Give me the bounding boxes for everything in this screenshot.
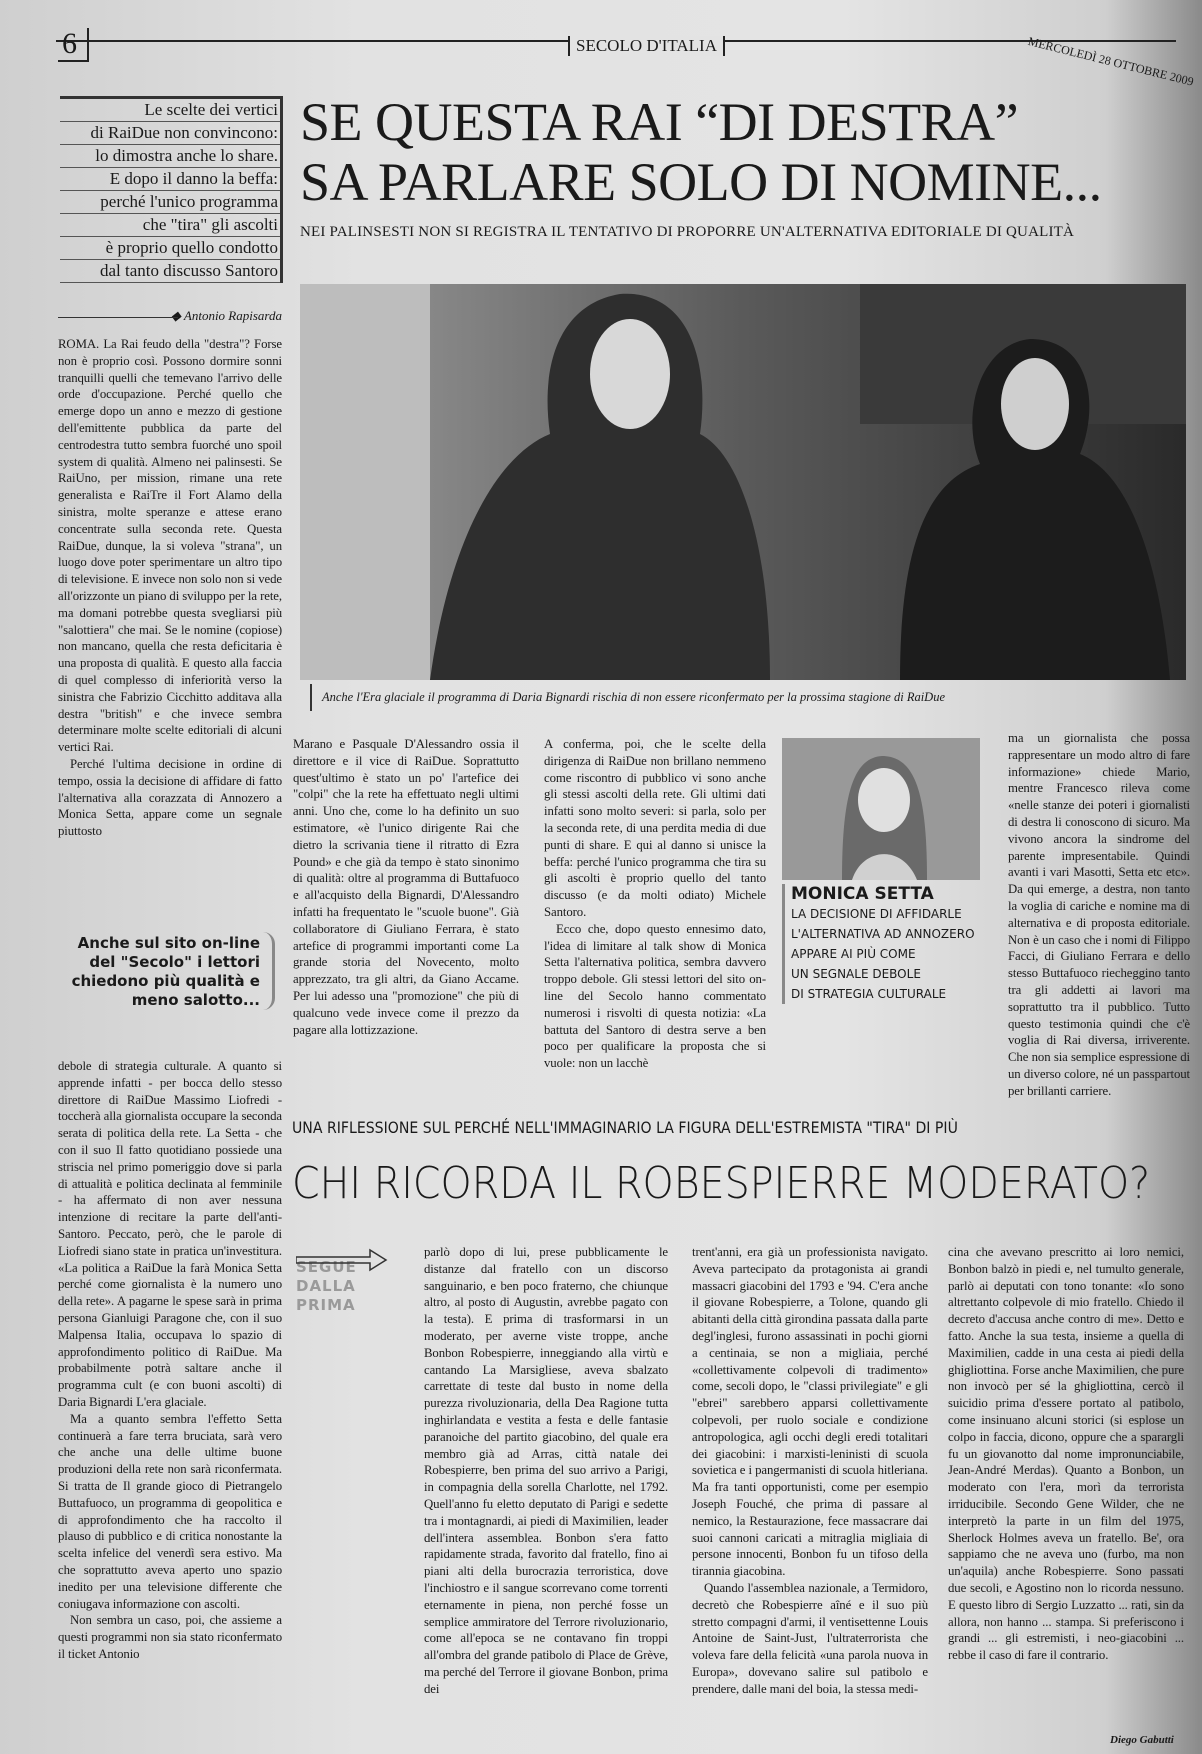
headline-line: SE QUESTA RAI “DI DESTRA”	[300, 92, 1019, 152]
summary-line: lo dimostra anche lo share.	[60, 145, 280, 168]
summary-line: dal tanto discusso Santoro	[60, 260, 280, 283]
article-column	[58, 336, 282, 840]
author-name: Antonio Rapisarda	[183, 308, 282, 323]
summary-line: di RaiDue non convincono:	[60, 122, 280, 145]
masthead: SECOLO D'ITALIA	[568, 36, 725, 56]
arrow-right-icon	[296, 1248, 388, 1272]
continued-from-front	[296, 1258, 357, 1315]
sidebar-line: LA DECISIONE DI AFFIDARLE	[791, 907, 962, 921]
summary-box	[60, 96, 283, 283]
paragraph: ma un giornalista che possa rappresentare un modo altro di fare informazione» chiede Mario, mentre Francesco rileva come «nelle stanze dei poteri i giornalisti di destra li conoscono di sicuro. Ma vivono ancora la sindrome del parente impresentabile. Quindi avanti i vari Masotti, Setta etc etc». Da qui emerge, a destra, non tanto la voglia di cariche e nomine ma di alternativa e di proposta editoriale. Non è un caso che i nomi di Filippo Facci, di Giuliano Ferrara e dello stesso Buttafuoco riecheggino tanto tra gli addetti ai lavori ma soprattutto tra il pubblico. Tutto questo testimonia quindi che c'è voglia di Rai diversa, irriverente. Che non sia semplice espressione di un diverso colore, né un passpartout per brillanti carriere.	[1008, 731, 1190, 1098]
paragraph: Non sembra un caso, poi, che assieme a questi programmi non sia stato riconfermato il ticket Antonio	[58, 1613, 282, 1661]
paragraph: debole di strategia culturale. A quanto si apprende infatti - per bocca dello stesso direttore di RaiDue Massimo Liofredi - toccherà alla giornalista occupare la seconda serata di politica della rete. La Setta - che con il suo Il fatto quotidiano possiede una striscia nel primo pomeriggio dove si parla di attualità e politica declinata al femminile - ha affermato di non aver nessuna intenzione di recitare la parte dell'anti-Santoro. Peccato, però, che le parole di Liofredi siano state in pratica un'investitura. «La politica a RaiDue la farà Monica Setta perché come giornalista è la numero uno della rete». A pagarne le spese sarà in prima persona Gianluigi Paragone che, con il suo Malpensa Italia, occupava lo spazio di approfondimento politico di RaiDue. Ma probabilmente potrà saltare anche il programma cult (e con buoni ascolti) di Daria Bignardi L'era glaciale.	[58, 1059, 282, 1409]
paragraph: Quando l'assemblea nazionale, a Termidoro, decretò che Robespierre aîné e il suo più stretto compagni d'armi, il ventisettenne Louis Antoine de Saint-Just, l'ultraterrorista che voleva fare della felicità «una parola nuova in Europa», dovevano salire sul patibolo e prendere, dalle mani del boia, la stessa medi-	[692, 1580, 928, 1696]
paragraph: Perché l'ultima decisione in ordine di tempo, ossia la decisione di affidare di fatto l'alternativa alla corazzata di Annozero a Monica Setta, appare come un segnale piuttosto	[58, 756, 282, 839]
paragraph: Marano e Pasquale D'Alessandro ossia il direttore e il vice di RaiDue. Soprattutto quest'ultimo è stato un po' l'artefice dei "colpi" che la rete ha effettuato negli ultimi anni. Uno che, come lo ha definito un suo estimatore, «è l'unico dirigente Rai che dietro la scrivania tiene il ritratto di Ezra Pound» e che già da tempo è stato sinonimo di qualità: oltre al programma di Buttafuoco e all'acquisto della Bignardi, D'Alessandro infatti ha frequentato le "scuole buone". Già collaboratore di Giuliano Ferrara, è stato artefice di programmi importanti come La grande storia del Novecento, molto apprezzato, tra gli altri, da Giano Accame. Per lui adesso una "promozione" che più di qualcuno vede invece come il prezzo da pagare alla lottizzazione.	[293, 737, 519, 1037]
monica-setta-photo	[782, 738, 980, 880]
byline: ◆ Antonio Rapisarda	[58, 308, 282, 324]
summary-line: è proprio quello condotto	[60, 237, 280, 260]
article-column	[544, 736, 766, 1072]
paragraph: A conferma, poi, che le scelte della dirigenza di RaiDue non brillano nemmeno come riscontro di pubblico vi sono anche gli stessi ascolti della rete. Gli ultimi dati infatti sono molto severi: si parla, solo per la seconda rete, di una perdita media di due punti di share. E qui al danno si unisce la beffa: perché l'unico programma che tira su gli ascolti è proprio quello del tanto discusso (e da molti odiato) Michele Santoro.	[544, 737, 766, 919]
sidebar-line: DI STRATEGIA CULTURALE	[791, 987, 947, 1001]
segue-line: SEGUE	[296, 1258, 357, 1276]
article2-deck: UNA RIFLESSIONE SUL PERCHÉ NELL'IMMAGINARIO LA FIGURA DELL'ESTREMISTA "TIRA" DI PIÙ	[292, 1118, 958, 1137]
segue-line: PRIMA	[296, 1296, 356, 1314]
article-column	[692, 1244, 928, 1698]
deck: NEI PALINSESTI NON SI REGISTRA IL TENTATIVO DI PROPORRE UN'ALTERNATIVA EDITORIALE DI QUALITÀ	[300, 224, 1075, 240]
headline-line: SA PARLARE SOLO DI NOMINE...	[300, 152, 1102, 212]
paragraph: Ma a quanto sembra l'effetto Setta continuerà a fare terra bruciata, sarà vero che anche una delle ultime buone produzioni della rete non sarà riconfermata. Si tratta de Il grande gioco di Pietrangelo Buttafuoco, un programma di geopolitica e di approfondimento che ha raccolto il plauso di pubblico e di critica nonostante la scelta infelice del venerdì sera estivo. Ma che soprattutto aveva aperto uno spazio inedito per una televisione differente che coniugava informazione con ascolti.	[58, 1411, 282, 1611]
sidebar-line: UN SEGNALE DEBOLE	[791, 967, 921, 981]
paragraph: cina che avevano prescritto ai loro nemici, Bonbon balzò in piedi e, nel tumulto generale, parlò ai deputati con tono tonante: «Io sono altrettanto colpevole di mio fratello. Chiedo il decreto d'accusa anche contro di me». Detto e fatto. Anche la sua testa, insieme a quella di Maximilien, cadde in una cesta ai piedi della ghigliottina. Forse anche Maximilien, che pure non invocò per sé la ghigliottina, cercò il suicidio prima d'essere portato al patibolo, come insinuano alcuni storici (si esplose un colpo in faccia, dicono, oppure che a sparargli fu un giovanotto dal nome impronunciabile, Jean-André Merdas). Quanto a Bonbon, un moderato con l'era, morì da terrorista irriducibile. Secondo Gene Wilder, che ne interpretò la parte in un film del 1975, Sherlock Holmes aveva un fratello. Be', ora sappiamo che ne aveva uno (furbo, ma non un'aquila) anche Robespierre. Sono passati due secoli, e Agostino non lo ricorda nessuno. E questo libro di Sergio Luzzatto ... rati, sin da allora, non hanno ... stampa. Si preferiscono i grandi ... gli estremisti, i neo-giacobini ... rebbe il caso di fare il contrario.	[948, 1245, 1184, 1663]
article-column	[293, 736, 519, 1038]
main-photo	[300, 284, 1186, 680]
sidebar-box	[782, 884, 991, 1004]
sidebar-line: L'ALTERNATIVA AD ANNOZERO	[791, 927, 975, 941]
author-signature: Diego Gabutti	[1110, 1734, 1174, 1746]
summary-line: perché l'unico programma	[60, 191, 280, 214]
summary-line: che "tira" gli ascolti	[60, 214, 280, 237]
sidebar-line: APPARE AI PIÙ COME	[791, 947, 916, 961]
issue-date: MERCOLEDÌ 28 OTTOBRE 2009	[1026, 34, 1196, 89]
paragraph: trent'anni, era già un professionista navigato. Aveva partecipato da protagonista ai grandi massacri giacobini del 1793 e '94. C'era anche il giovane Robespierre, a Tolone, quando gli abitanti della città girondina passata dalla parte degl'inglesi, furono assassinati in pochi giorni a centinaia, se non a migliaia, perché «collettivamente colpevoli di tradimento» come, secoli dopo, le "classi privilegiate" e gli "ebrei" sarebbero apparsi collettivamente colpevoli, per ruolo sociale e condizione antropologica, agli occhi degli eredi totalitari dei giacobini: i marxisti-leninisti di scuola sovietica e i pangermanisti di scuola hitleriana. Ma fra tanti opportunisti, come per esempio Joseph Fouché, che prima di passare al nemico, la Restaurazione, fece massacrare dai suoi cannoni caricati a mitraglia migliaia di persone innocenti, Bonbon fu un tifoso della tirannia giacobina.	[692, 1245, 928, 1579]
article-column	[58, 1058, 282, 1663]
summary-line: Le scelte dei vertici	[60, 99, 280, 122]
brace-ornament	[262, 932, 275, 1010]
paragraph: parlò dopo di lui, prese pubblicamente le distanze dal fratello con un discorso sanguinario, e ben poco fraterno, che chiunque altro, al posto di Augustin, avrebbe pagato con la testa). E prima di trasformarsi in un moderato, per averne viste troppe, anche Bonbon Robespierre, inneggiando alla virtù e cantando La Marsigliese, aveva sbalzato carrettate di teste dal busto in nome della purezza rivoluzionaria, della Dea Ragione tutta inghirlandata e vestita a festa e delle fantasie paranoiche del partito giacobino, del quale era membro già ad Arras, città natale dei Robespierre, ben prima del suo arrivo a Parigi, in compagnia della sorella Charlotte, nel 1792. Quell'anno fu eletto deputato di Parigi e sedette tra i montagnardi, ai piedi di Maximilien, leader dell'intera assemblea. Bonbon s'era fatto rapidamente strada, favorito dal fratello, fino ai piani alti della burocrazia terroristica, dove l'inchiostro e il sangue scorrevano come torrenti eternamente in piena, non perché fosse un semplice ammiratore del Terrore rivoluzionario, come all'epoca se ne contavano fin troppi all'ombra del grande patibolo di Place de Grève, ma perché del Terrore il giovane Bonbon, prima dei	[424, 1245, 668, 1696]
article-column	[1008, 730, 1190, 1100]
article-column	[424, 1244, 668, 1698]
headline	[300, 92, 1102, 212]
photo-caption: Anche l'Era glaciale il programma di Daria Bignardi rischia di non essere riconfermato per la prossima stagione di RaiDue	[310, 684, 955, 711]
summary-line: E dopo il danno la beffa:	[60, 168, 280, 191]
article2-title: CHI RICORDA IL ROBESPIERRE MODERATO?	[292, 1158, 1151, 1209]
paragraph: ROMA. La Rai feudo della "destra"? Forse non è proprio così. Possono dormire sonni tranquilli quelli che temevano l'arrivo delle orde d'occupazione. Perché quello che emerge dopo un anno e mezzo di gestione dell'emittente pubblica da parte del centrodestra tutto sembra fuorché uno spoil system di qualità. Almeno nei palinsesti. Se RaiUno, per mission, rimane una rete generalista e RaiTre il Fort Alamo della sinistra, molte speranze e attese erano concentrate sulla seconda rete. Questa RaiDue, dunque, la si voleva "strana", un luogo dove poter sperimentare un altro tipo di televisione. E invece non solo non si vede all'orizzonte un piano di sviluppo per la rete, ma domani potrebbe questa svegliarsi più "salottiera" che mai. Se le nomine (copiose) non mancano, quella che resta deficitaria è una proposta di qualità. E questo alla faccia di quel complesso di inferiorità verso la sinistra che Fabrizio Cicchitto additava alla destra "british" e che invece sembra determinare molte scelte editoriali di alcuni vertici Rai.	[58, 337, 282, 755]
article-column	[948, 1244, 1184, 1664]
sidebar-name: MONICA SETTA	[791, 884, 934, 904]
paragraph: Ecco che, dopo questo ennesimo dato, l'idea di limitare al talk show di Monica Setta l'alternativa politica, sembra davvero troppo debole. Gli stessi lettori del sito on-line del Secolo hanno commentato numerosi i risvolti di questa notizia: «La battuta del Santoro di destra serve a ben poco per qualificare la proposta che si vuole: non un lacchè	[544, 921, 766, 1071]
segue-line: DALLA	[296, 1277, 356, 1295]
pull-quote: Anche sul sito on-line del "Secolo" i lettori chiedono più qualità e meno salotto...	[71, 934, 260, 1009]
page-number: 6	[58, 28, 89, 62]
